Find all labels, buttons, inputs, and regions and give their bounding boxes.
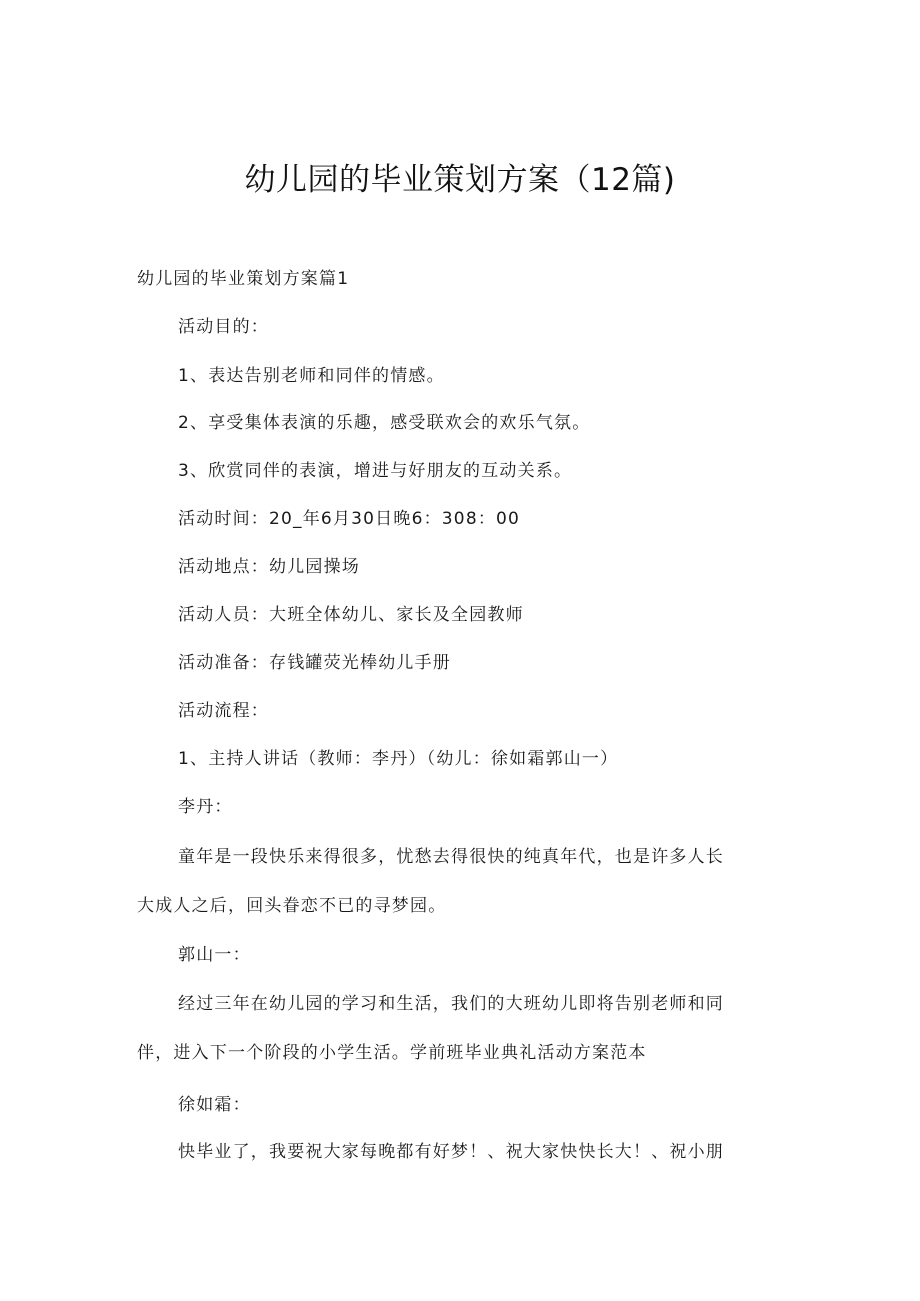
paragraph-line: 活动地点：幼儿园操场	[178, 557, 360, 577]
paragraph-line: 经过三年在幼儿园的学习和生活，我们的大班幼儿即将告别老师和同	[178, 994, 724, 1014]
document-title: 幼儿园的毕业策划方案（12篇)	[244, 162, 676, 198]
paragraph-line: 1、表达告别老师和同伴的情感。	[178, 366, 445, 386]
paragraph-line: 活动时间：20_年6月30日晚6：308：00	[178, 509, 521, 529]
paragraph-line: 活动人员：大班全体幼儿、家长及全园教师	[178, 605, 524, 625]
paragraph-line: 活动目的：	[178, 317, 269, 337]
paragraph-line: 2、享受集体表演的乐趣，感受联欢会的欢乐气氛。	[178, 413, 591, 433]
section-heading: 幼儿园的毕业策划方案篇1	[137, 269, 350, 289]
paragraph-line: 徐如霜：	[178, 1095, 251, 1115]
paragraph-line: 3、欣赏同伴的表演，增进与好朋友的互动关系。	[178, 461, 573, 481]
paragraph-line: 活动流程：	[178, 701, 269, 721]
paragraph-line: 大成人之后，回头眷恋不已的寻梦园。	[137, 896, 447, 916]
paragraph-line: 童年是一段快乐来得很多，忧愁去得很快的纯真年代，也是许多人长	[178, 847, 724, 867]
paragraph-line: 李丹：	[178, 797, 233, 817]
paragraph-line: 快毕业了，我要祝大家每晚都有好梦！、祝大家快快长大！、祝小朋	[178, 1142, 724, 1162]
paragraph-line: 活动准备：存钱罐荧光棒幼儿手册	[178, 653, 451, 673]
paragraph-line: 伴，进入下一个阶段的小学生活。学前班毕业典礼活动方案范本	[137, 1043, 647, 1063]
paragraph-line: 郭山一：	[178, 945, 251, 965]
paragraph-line: 1、主持人讲话（教师：李丹）（幼儿：徐如霜郭山一）	[178, 749, 619, 769]
